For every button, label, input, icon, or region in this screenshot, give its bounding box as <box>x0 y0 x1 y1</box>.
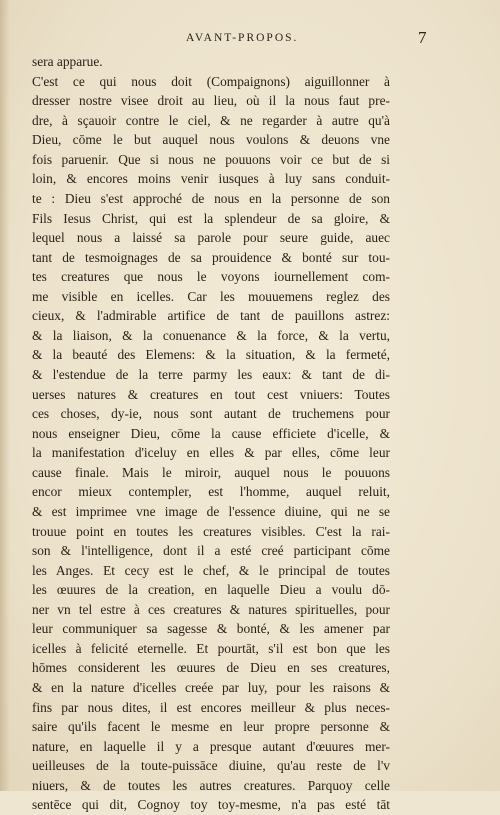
text-line: & est imprimee vne image de l'essence diuine, qui ne se <box>32 503 390 519</box>
text-line: sera apparue. <box>32 54 103 69</box>
text-line: & la beauté des Elemens: & la situation, & la fermeté, <box>32 347 390 363</box>
text-line: dre, à sçauoir contre le ciel, & ne regarder à autre qu'à <box>32 112 390 128</box>
text-line: leur communiquer sa sagesse & bonté, & les amener par <box>32 621 390 637</box>
text-line: nature, en laquelle il y a presque autant d'œuures mer- <box>32 738 390 754</box>
page-gutter-shadow <box>0 0 10 791</box>
text-line: son & l'intelligence, dont il a esté creé participant cōme <box>32 543 390 559</box>
text-line: loin, & encores moins venir iusques à luy sans conduit- <box>32 171 390 187</box>
text-line: & en la nature d'icelles creée par luy, pour les raisons & <box>32 680 390 695</box>
text-line: fins par nous dites, il est encores meilleur & plus neces- <box>32 699 390 715</box>
text-line: hōmes considerent les œuures de Dieu en ses creatures, <box>32 660 390 676</box>
text-line: saire qu'ils facent le mesme en leur propre personne & <box>32 719 390 735</box>
page-number: 7 <box>418 28 427 47</box>
text-line: sentēce qui dit, Cognoy toy toy-mesme, n'a pas esté tāt <box>32 797 390 813</box>
text-line: cause finale. Mais le miroir, auquel nous le pouuons <box>32 464 390 480</box>
text-line: les Anges. Et cecy est le chef, & le principal de toutes <box>32 562 390 578</box>
text-line: tant de tesmoignages de sa prouidence & bonté sur tou- <box>32 249 390 265</box>
text-line: uerses natures & creatures en tout cest vniuers: Toutes <box>32 386 390 402</box>
text-line: C'est ce qui nous doit (Compaignons) aiguillonner à <box>32 73 390 89</box>
text-line: ueilleuses de la toute-puissāce diuine, qu'au reste de l'v <box>32 758 390 774</box>
text-line: la manifestation d'iceluy en elles & par elles, cōme leur <box>32 445 390 461</box>
text-line: ces choses, dy-ie, nous sont autant de truchemens pour <box>32 406 390 422</box>
text-line: les œuures de la creation, en laquelle Dieu a voulu dō- <box>32 582 390 598</box>
text-line: tes creatures que nous le voyons iournellement com- <box>32 269 390 285</box>
text-line: cieux, & l'admirable artifice de tant de pauillons astrez: <box>32 308 390 324</box>
text-line: te : Dieu s'est approché de nous en la personne de son <box>32 190 390 206</box>
text-line: lequel nous a laissé sa parole pour seure guide, auec <box>32 230 390 246</box>
text-line: & la liaison, & la conuenance & la force, & la vertu, <box>32 327 390 343</box>
text-line: me visible en icelles. Car les mouuemens reglez des <box>32 288 390 304</box>
text-line: & l'estendue de la terre parmy les eaux: & tant de di- <box>32 367 390 382</box>
text-line: encor mieux contempler, est l'homme, auquel reluit, <box>32 484 390 500</box>
text-line: trouue point en toutes les creatures visibles. C'est la rai- <box>32 523 390 539</box>
body-text <box>32 52 390 815</box>
text-line: Dieu, cōme le but auquel nous voulons & deuons vne <box>32 132 390 148</box>
text-line: nous enseigner Dieu, cōme la cause efficiete d'icelle, & <box>32 425 390 441</box>
text-line: niuers, & de toutes les autres creatures. Parquoy celle <box>32 777 390 793</box>
text-line: ner vn tel estre à ces creatures & natures spirituelles, pour <box>32 601 390 617</box>
running-head: AVANT-PROPOS. <box>186 32 299 44</box>
text-line: Fils Iesus Christ, qui est la splendeur de sa gloire, & <box>32 210 390 226</box>
text-line: fois paruenir. Que si nous ne pouuons voir ce but de si <box>32 151 390 167</box>
page-header <box>0 28 500 52</box>
text-line: dresser nostre visee droit au lieu, où il la nous faut pre- <box>32 93 390 109</box>
text-line: icelles à felicité eternelle. Et pourtāt, s'il est bon que les <box>32 640 390 656</box>
